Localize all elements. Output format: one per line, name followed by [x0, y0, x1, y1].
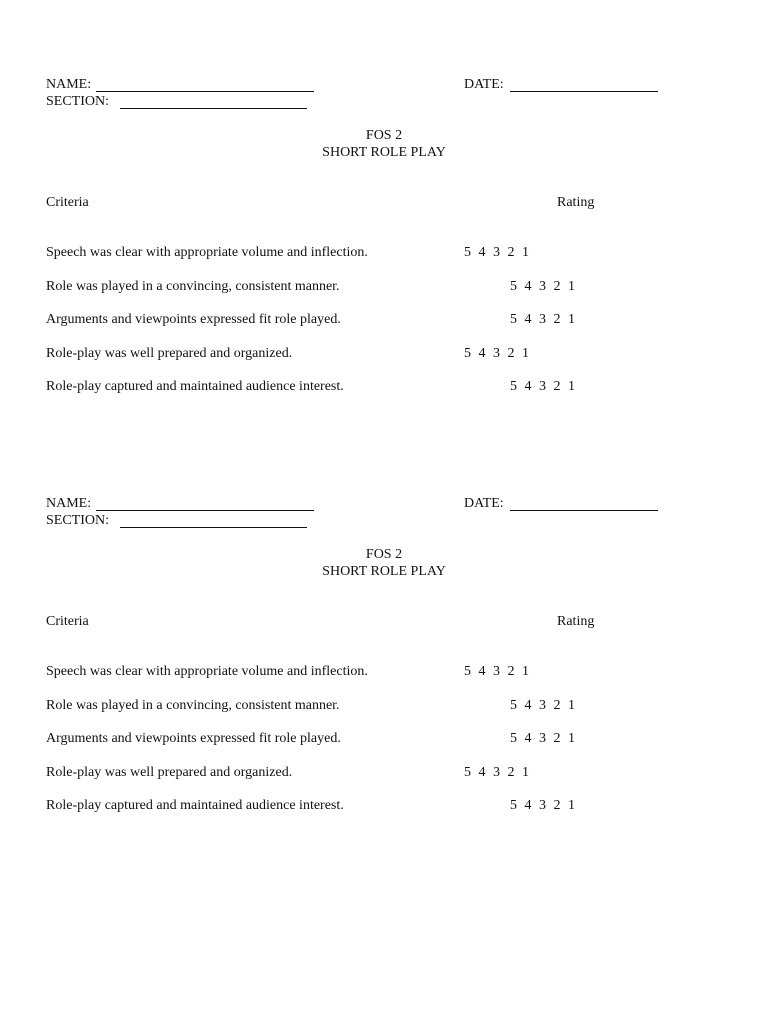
- date-label: DATE:: [464, 496, 504, 511]
- criterion-text: Role-play captured and maintained audience interest.: [46, 798, 344, 813]
- rating-scale[interactable]: 5 4 3 2 1: [510, 698, 577, 713]
- rating-scale[interactable]: 5 4 3 2 1: [510, 731, 577, 746]
- rating-scale[interactable]: 5 4 3 2 1: [510, 279, 577, 294]
- date-blank-line[interactable]: [510, 91, 658, 92]
- criterion-text: Arguments and viewpoints expressed fit role played.: [46, 312, 341, 327]
- rating-scale[interactable]: 5 4 3 2 1: [464, 765, 531, 780]
- criterion-text: Role-play captured and maintained audience interest.: [46, 379, 344, 394]
- rating-form-2: [0, 419, 768, 819]
- activity-title: SHORT ROLE PLAY: [322, 564, 446, 579]
- name-label: NAME:: [46, 77, 92, 92]
- form-title: [0, 127, 768, 161]
- name-label: NAME:: [46, 496, 92, 511]
- criteria-header: Criteria: [46, 614, 89, 629]
- course-code: FOS 2: [365, 547, 403, 562]
- date-blank-line[interactable]: [510, 510, 658, 511]
- rating-header: Rating: [557, 195, 595, 210]
- criterion-text: Role-play was well prepared and organized.: [46, 765, 293, 780]
- criteria-header: Criteria: [46, 195, 89, 210]
- criterion-text: Role was played in a convincing, consistent manner.: [46, 279, 340, 294]
- criterion-text: Speech was clear with appropriate volume and inflection.: [46, 664, 368, 679]
- rating-scale[interactable]: 5 4 3 2 1: [464, 664, 531, 679]
- rating-scale[interactable]: 5 4 3 2 1: [510, 379, 577, 394]
- section-label: SECTION:: [46, 94, 109, 109]
- criterion-text: Speech was clear with appropriate volume and inflection.: [46, 245, 368, 260]
- rating-form-1: [0, 0, 768, 400]
- section-label: SECTION:: [46, 513, 109, 528]
- rating-scale[interactable]: 5 4 3 2 1: [464, 346, 531, 361]
- rating-scale[interactable]: 5 4 3 2 1: [510, 798, 577, 813]
- rating-scale[interactable]: 5 4 3 2 1: [510, 312, 577, 327]
- criterion-text: Role-play was well prepared and organized.: [46, 346, 293, 361]
- section-blank-line[interactable]: [120, 108, 307, 109]
- course-code: FOS 2: [365, 128, 403, 143]
- criterion-text: Role was played in a convincing, consistent manner.: [46, 698, 340, 713]
- criterion-text: Arguments and viewpoints expressed fit role played.: [46, 731, 341, 746]
- date-label: DATE:: [464, 77, 504, 92]
- rating-scale[interactable]: 5 4 3 2 1: [464, 245, 531, 260]
- name-blank-line[interactable]: [96, 510, 314, 511]
- name-blank-line[interactable]: [96, 91, 314, 92]
- form-title: [0, 546, 768, 580]
- rating-header: Rating: [557, 614, 595, 629]
- activity-title: SHORT ROLE PLAY: [322, 145, 446, 160]
- section-blank-line[interactable]: [120, 527, 307, 528]
